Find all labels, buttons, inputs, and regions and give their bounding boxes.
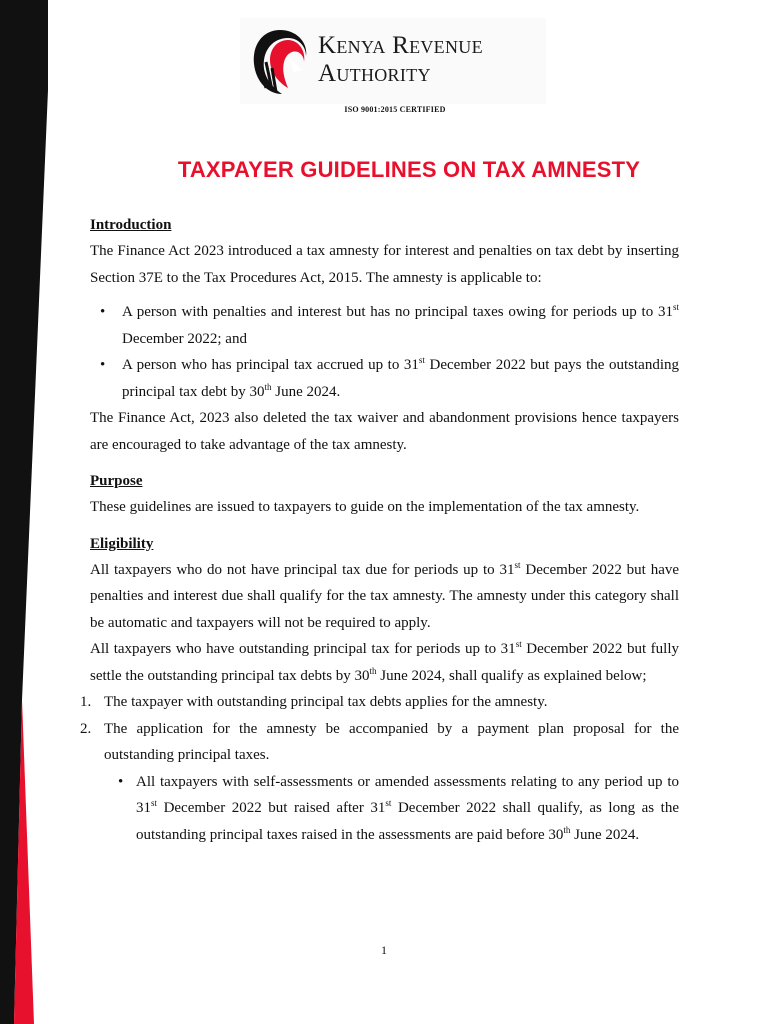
list-item: • A person who has principal tax accrued up to 31st December 2022 but pays the outstanding principal tax debt by 30th June 2024.: [90, 352, 679, 405]
list-item: • All taxpayers with self-assessments or amended assessments relating to any period up to 31st December 2022 but raised after 31st December 2022 shall qualify, as long as the outstanding principal taxes raised in the assessments are paid before 30th June 2024.: [136, 769, 679, 849]
org-name: [318, 32, 483, 88]
document-body: [80, 212, 680, 848]
list-item: 2. The application for the amnesty be accompanied by a payment plan proposal for the outstanding principal taxes.: [80, 720, 679, 763]
eligibility-sub-list: [136, 769, 679, 849]
kra-logo: [240, 18, 546, 104]
finance-act-paragraph: The Finance Act, 2023 also deleted the tax waiver and abandonment provisions hence taxpayers are encouraged to take advantage of the tax amnesty.: [90, 410, 679, 453]
list-item: • A person with penalties and interest but has no principal taxes owing for periods up to 31st December 2022; and: [90, 299, 679, 352]
side-stripe-decoration: [0, 0, 48, 1024]
iso-certification: ISO 9001:2015 CERTIFIED: [344, 105, 446, 114]
document-title: TAXPAYER GUIDELINES ON TAX AMNESTY: [177, 157, 641, 182]
introduction-paragraph: The Finance Act 2023 introduced a tax amnesty for interest and penalties on tax debt by inserting Section 37E to the Tax Procedures Act, 2015. The amnesty is applicable to:: [90, 243, 679, 286]
section-heading-introduction: Introduction: [90, 217, 172, 233]
section-heading-purpose: Purpose: [90, 473, 143, 489]
kra-lion-icon: [248, 26, 312, 98]
eligibility-paragraph-2: All taxpayers who have outstanding principal tax for periods up to 31st December 2022 but fully settle the outstanding principal tax debts by 30th June 2024, shall qualify as explained below;: [90, 639, 679, 684]
purpose-paragraph: These guidelines are issued to taxpayers to guide on the implementation of the tax amnesty.: [90, 499, 640, 515]
eligibility-paragraph-1: All taxpayers who do not have principal tax due for periods up to 31st December 2022 but have penalties and interest due shall qualify for the tax amnesty. The amnesty under this category shall be automatic and taxpayers will not be required to apply.: [90, 559, 680, 631]
amnesty-applicability-list: [90, 299, 679, 405]
list-item: 1. The taxpayer with outstanding principal tax debts applies for the amnesty.: [80, 694, 548, 710]
org-name-line1: Kenya Revenue: [318, 32, 483, 59]
org-name-line2: Authority: [318, 60, 431, 87]
section-heading-eligibility: Eligibility: [90, 535, 154, 552]
page-number: 1: [381, 943, 387, 957]
eligibility-steps-list: [80, 689, 679, 769]
